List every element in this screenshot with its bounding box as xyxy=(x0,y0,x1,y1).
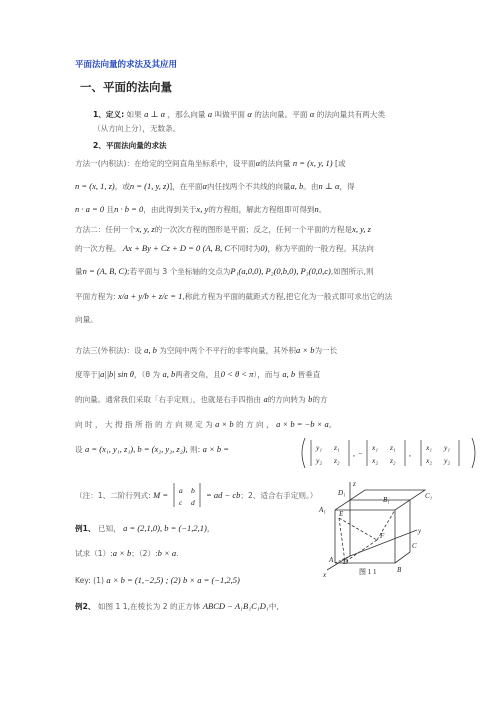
method3-line4 xyxy=(75,420,336,429)
det1-entry: z₁ xyxy=(334,443,340,452)
formula: b xyxy=(308,394,313,404)
text: 向 时 ， 大 拇 指 所 指 的 方 向 规 定 为 xyxy=(75,420,213,429)
det1-entry: z₂ xyxy=(334,456,340,465)
formula: n = (x, 1, z) xyxy=(75,181,115,191)
formula: a xyxy=(263,394,268,404)
text: ,如图所示,则 xyxy=(330,267,374,276)
formula: n = (A, B, C) xyxy=(82,266,128,276)
note-line-tail xyxy=(206,491,317,500)
formula: n · a = 0 xyxy=(75,204,105,214)
formula: n · b = 0 xyxy=(114,204,144,214)
definition-formula: α xyxy=(309,109,315,119)
text: 的方向转为 xyxy=(267,395,306,404)
formula: a, b xyxy=(144,345,157,355)
formula: ABCD − A₁B₁C₁D₁ xyxy=(202,601,269,611)
method3-line3 xyxy=(75,395,328,404)
text: 。 xyxy=(318,205,327,214)
label-b: B xyxy=(397,566,402,574)
section-heading: 一、平面的法向量 xyxy=(80,80,172,94)
formula: P₁(a,0,0), P₂(0,b,0), P₃(0,0,c) xyxy=(230,266,331,276)
formula: n = (1, y, z) xyxy=(129,181,170,191)
definition-text: 的法向量。平面 xyxy=(254,110,308,119)
formula: x, y xyxy=(196,204,209,214)
text: 中, xyxy=(268,602,279,611)
formula: n = (x, y, 1) xyxy=(292,158,333,168)
definition-formula: α xyxy=(247,109,252,119)
segment-ef xyxy=(339,518,377,540)
text: 。 xyxy=(328,420,337,429)
definition-line xyxy=(93,110,385,119)
formula: a × b = −b × a xyxy=(276,419,329,429)
formula: a, b xyxy=(290,181,304,191)
text: ,称此方程为平面的截距式方程,把它化为一般式即可求出它的法 xyxy=(182,292,393,301)
det3-entry: x₂ xyxy=(426,456,432,465)
label-c: C xyxy=(412,542,417,550)
det-entry: a xyxy=(179,486,183,495)
label-c1: C₁ xyxy=(425,492,433,500)
text: 量 xyxy=(75,267,83,276)
method1-line1 xyxy=(75,159,346,168)
label-x: x xyxy=(323,571,327,578)
text: 的一次次方程的图形是平面；反之，任何一个平面的方程是 xyxy=(154,225,353,234)
formula: b × a = (−1,2,5) xyxy=(182,575,240,585)
formula: x, y, z xyxy=(352,224,371,234)
formula: b × a xyxy=(157,548,177,558)
cube-figure xyxy=(315,478,465,578)
text: ;若平面与 3 个坐标轴的交点为 xyxy=(127,267,231,276)
label-b1: B₁ xyxy=(383,496,390,504)
label-a1: A₁ xyxy=(319,506,326,514)
text: 的一次方程。 xyxy=(75,244,121,253)
text: （注：1、二阶行列式: xyxy=(75,491,151,500)
method1-line2 xyxy=(75,182,355,191)
formula: a × b xyxy=(295,345,315,355)
method2-line4 xyxy=(75,292,392,301)
definition-formula: a ⊥ α xyxy=(144,109,166,119)
text: 度等于 xyxy=(75,370,98,379)
label-d1: D₁ xyxy=(338,489,346,497)
example1-line2 xyxy=(75,549,179,558)
text: 为空间中两个不平行的非零向量，其外积 xyxy=(159,346,296,355)
text: ]，在平面 xyxy=(169,182,203,191)
text: 的法向量 xyxy=(260,159,291,168)
text: 的方程组，解此方程组即可得到 xyxy=(208,205,315,214)
formula: x/a + y/b + z/c = 1 xyxy=(117,291,183,301)
text: 的 方 向 ， xyxy=(236,420,274,429)
formula: M = xyxy=(153,490,169,500)
text: ，得 xyxy=(339,182,355,191)
method3-line2 xyxy=(75,370,320,379)
formula: n ⊥ α xyxy=(318,181,340,191)
text: 不同时为 xyxy=(230,244,261,253)
method2-line3 xyxy=(75,267,374,276)
formula: a × b xyxy=(112,548,132,558)
definition-formula: a xyxy=(207,109,213,119)
det3-entry: y₂ xyxy=(444,456,450,465)
key-label: Key: (1) xyxy=(75,576,104,585)
text: 如图 1 1,在棱长为 2 的正方体 xyxy=(97,602,201,611)
formula: a × b = (1,−2,5) xyxy=(106,575,164,585)
det1-entry: y₂ xyxy=(316,456,322,465)
text: ；2、适合右手定则。） xyxy=(240,491,318,500)
svg-text:−: − xyxy=(358,449,363,458)
formula: α xyxy=(255,158,261,168)
example1-line1 xyxy=(75,524,214,533)
method2-line5: 向量。 xyxy=(75,315,98,324)
right-paren xyxy=(472,438,475,468)
formula: a, b xyxy=(282,369,296,379)
key-line xyxy=(75,576,240,585)
definition-line-2: （从方向上分），无数条。 xyxy=(93,124,181,133)
text: 的方 xyxy=(312,395,328,404)
method3-line5 xyxy=(75,445,229,454)
example-label: 例1、 xyxy=(75,524,96,533)
label-y: y xyxy=(418,527,422,535)
text: ），而与 xyxy=(253,370,280,379)
formula: x, y, z xyxy=(135,224,155,234)
text: ， xyxy=(206,524,215,533)
det2-entry: z₁ xyxy=(390,443,396,452)
example2-line1 xyxy=(75,602,279,611)
note-line xyxy=(75,491,168,500)
formula: a × b = xyxy=(202,444,229,454)
definition-text: 的法向量共有两大类 xyxy=(316,110,386,119)
formula: Ax + By + Cz + D = 0 xyxy=(122,243,201,253)
text: . xyxy=(176,549,179,558)
definition-text: 如果 xyxy=(126,110,142,119)
text: 设 xyxy=(75,445,83,454)
det2-entry: x₂ xyxy=(372,456,378,465)
svg-text:,: , xyxy=(353,449,355,458)
text: 方法一(内积法)：在给定的空间直角坐标系中，设平面 xyxy=(75,159,256,168)
text: 为一长 xyxy=(314,346,338,355)
text: ，称为平面的一般方程。其法向 xyxy=(267,244,374,253)
det1-entry: y₁ xyxy=(316,443,322,452)
label-f: F xyxy=(380,532,385,540)
text: 。由 xyxy=(303,182,319,191)
text: 平面方程为: xyxy=(75,292,116,301)
subheading-methods: 2、平面法向量的求法 xyxy=(93,141,167,150)
example-label: 例2、 xyxy=(75,602,96,611)
formula: |a||b| sin θ xyxy=(97,369,134,379)
label-d: D xyxy=(343,558,349,566)
left-paren xyxy=(302,438,305,468)
text: 试求（1）: xyxy=(75,549,113,558)
cube-edge xyxy=(395,552,410,563)
note-determinant xyxy=(172,481,204,509)
method1-line3 xyxy=(75,205,326,214)
text: 已知， xyxy=(97,524,121,533)
formula: 0 < θ < π xyxy=(220,369,254,379)
det-entry: d xyxy=(191,498,195,507)
formula: n xyxy=(314,204,319,214)
text: ，或 xyxy=(114,182,130,191)
formula: = ad − cb xyxy=(206,490,241,500)
det3-entry: y₁ xyxy=(444,443,450,452)
method3-line1 xyxy=(75,346,337,355)
formula: α xyxy=(202,181,207,191)
formula: 0) xyxy=(260,243,268,253)
svg-text:,: , xyxy=(409,449,411,458)
text: 皆垂直 xyxy=(297,370,321,379)
formula: a, b xyxy=(162,369,176,379)
det3-entry: x₁ xyxy=(426,443,432,452)
text: [或 xyxy=(335,159,346,168)
text: 两者交角，且 xyxy=(175,370,221,379)
cube-edge xyxy=(335,500,350,510)
text: 且 xyxy=(106,205,115,214)
det-entry: b xyxy=(191,486,195,495)
formula: ; (2) xyxy=(165,575,181,585)
definition-text: ，那么向量 xyxy=(167,110,206,119)
formula: a × b xyxy=(215,419,234,429)
det2-entry: x₁ xyxy=(372,443,378,452)
formula: a = (x₁, y₁, z₁), b = (x₂, y₂, z₂), xyxy=(85,444,188,454)
formula: (A, B, C xyxy=(202,243,231,253)
label-a: A xyxy=(329,556,334,564)
text: 方法三(外积法)：设 xyxy=(75,346,142,355)
det2-entry: z₂ xyxy=(390,456,396,465)
method2-line1 xyxy=(75,225,371,234)
definition-text: 叫做平面 xyxy=(214,110,245,119)
label-e: E xyxy=(339,510,344,518)
cross-product-determinants xyxy=(299,436,479,470)
text: 方法二：任何一个 xyxy=(75,225,136,234)
document-title: 平面法向量的求法及其应用 xyxy=(75,60,178,70)
definition-label: 1、定义: xyxy=(93,110,125,119)
formula: a = (2,1,0), b = (−1,2,1) xyxy=(123,523,207,533)
text: ，由此得到关于 xyxy=(143,205,197,214)
method2-line2 xyxy=(75,244,374,253)
text: ，（θ 为 xyxy=(133,370,161,379)
cube-edge xyxy=(395,500,410,510)
figure-caption: 图 1 1 xyxy=(359,568,377,576)
label-z: z xyxy=(353,480,356,488)
det-entry: c xyxy=(179,498,183,507)
text: 则: xyxy=(190,445,201,454)
text: ；（2）: xyxy=(131,549,158,558)
segment-e xyxy=(339,518,345,562)
text: 的向量。通常我们采取「右手定则」，也就是右手四指由 xyxy=(75,395,262,404)
text: 内任找两个不共线的向量 xyxy=(207,182,291,191)
